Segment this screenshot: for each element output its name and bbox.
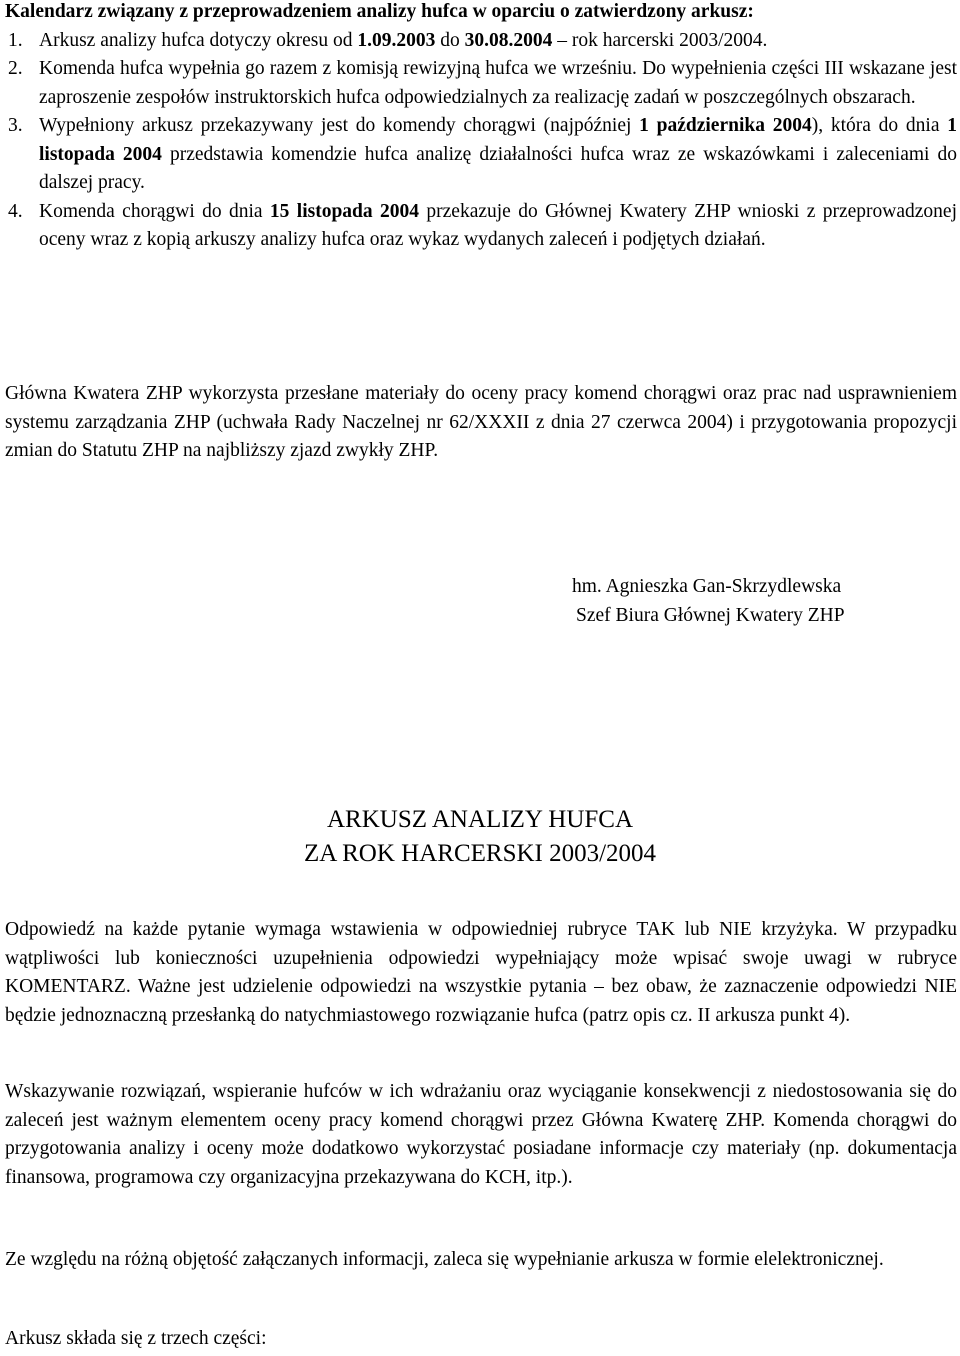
calendar-heading: Kalendarz związany z przeprowadzeniem analizy hufca w oparciu o zatwierdzony arkusz: xyxy=(5,1,754,22)
form-title-line2: ZA ROK HARCERSKI 2003/2004 xyxy=(303,840,657,867)
calendar-item-segment: – rok harcerski 2003/2004. xyxy=(552,29,768,51)
parts-paragraph: Arkusz składa się z trzech części: xyxy=(5,1328,267,1349)
calendar-item-number: 4. xyxy=(8,200,23,222)
calendar-item-segment: Komenda hufca wypełnia go razem z komisją rewizyjną hufca we wrześniu. Do wypełnienia części III wskazane jest zaproszenie zespołów instruktorskich hufca odpowiedzialnych za realizację zadań w poszczególnych obszarach. xyxy=(39,58,957,108)
calendar-item-date: 15 listopada 2004 xyxy=(269,200,420,222)
calendar-item-segment: do xyxy=(435,29,465,51)
calendar-item-text xyxy=(39,198,957,255)
calendar-item xyxy=(5,112,957,198)
answers-paragraph-block xyxy=(5,916,957,1030)
calendar-item xyxy=(5,55,957,112)
calendar-item xyxy=(5,198,957,255)
calendar-item-text xyxy=(39,55,957,112)
calendar-item-number: 1. xyxy=(8,29,23,51)
calendar-section xyxy=(5,0,957,255)
form-title xyxy=(0,803,960,871)
calendar-item-segment: Wypełniony arkusz przekazywany jest do komendy chorągwi (najpóźniej xyxy=(39,115,640,136)
calendar-item xyxy=(5,27,957,56)
signature-role: Szef Biura Głównej Kwatery ZHP xyxy=(576,604,845,626)
hq-paragraph-block xyxy=(5,380,957,466)
calendar-item-text xyxy=(39,27,957,56)
calendar-item-segment: przekazuje do Głównej Kwatery ZHP wnioski z przeprowadzonej oceny wraz z kopią arkuszy analizy hufca oraz wykaz wydanych zaleceń i podjętych działań. xyxy=(39,200,958,250)
hq-paragraph: Główna Kwatera ZHP wykorzysta przesłane materiały do oceny pracy komend chorągwi oraz prac nad usprawnieniem systemu zarządzania ZHP (uchwała Rady Naczelnej nr 62/XXXII z dnia 27 czerwca 2004) i przygotowania propozycji zmian do Statutu ZHP na najbliższy zjazd zwykły ZHP. xyxy=(5,383,957,461)
calendar-item-text xyxy=(39,112,957,198)
form-title-line1: ARKUSZ ANALIZY HUFCA xyxy=(326,806,634,833)
calendar-item-date: 1 października 2004 xyxy=(639,115,812,136)
calendar-item-date: 1 listopada 2004 xyxy=(39,115,957,165)
calendar-item-segment: Komenda chorągwi do dnia xyxy=(39,200,270,222)
guidance-paragraph: Wskazywanie rozwiązań, wspieranie hufców w ich wdrażaniu oraz wyciąganie konsekwencji z niedostosowania się do zaleceń jest ważnym elementem oceny pracy komend chorągwi przez Główna Kwaterę ZHP. Komenda chorągwi do przygotowania analizy i oceny może dodatkowo wykorzystać posiadane informacje czy materiały (np. dokumentacja finansowa, programowa czy organizacyjna przekazywana do KCH, itp.). xyxy=(5,1081,957,1188)
calendar-item-segment: ), która do dnia xyxy=(811,115,948,136)
answers-paragraph: Odpowiedź na każde pytanie wymaga wstawienia w odpowiedniej rubryce TAK lub NIE krzyżyka. W przypadku wątpliwości lub konieczności uzupełnienia odpowiedzi wypełniający może wpisać swoje uwagi w rubryce KOMENTARZ. Ważne jest udzielenie odpowiedzi na wszystkie pytania – bez obaw, że zaznaczenie odpowiedzi NIE będzie jednoznaczną przesłanką do natychmiastowego rozwiązanie hufca (patrz opis cz. II arkusza punkt 4). xyxy=(5,919,957,1026)
calendar-list xyxy=(5,27,957,255)
signature-name: hm. Agnieszka Gan-Skrzydlewska xyxy=(572,576,842,597)
calendar-item-segment: przedstawia komendzie hufca analizę działalności hufca wraz ze wskazówkami i zaleceniami do dalszej pracy. xyxy=(39,143,957,193)
calendar-item-date: 1.09.2003 xyxy=(357,29,436,51)
calendar-item-date: 30.08.2004 xyxy=(464,29,553,51)
electronic-paragraph: Ze względu na różną objętość załączanych informacji, zaleca się wypełnianie arkusza w formie elelektronicznej. xyxy=(5,1249,884,1270)
signature-block xyxy=(572,573,932,630)
calendar-item-segment: Arkusz analizy hufca dotyczy okresu od xyxy=(39,29,358,51)
parts-paragraph-block xyxy=(5,1325,957,1354)
calendar-item-number: 2. xyxy=(8,58,23,79)
calendar-item-number: 3. xyxy=(8,115,23,136)
electronic-paragraph-block xyxy=(5,1246,957,1275)
guidance-paragraph-block xyxy=(5,1078,957,1192)
